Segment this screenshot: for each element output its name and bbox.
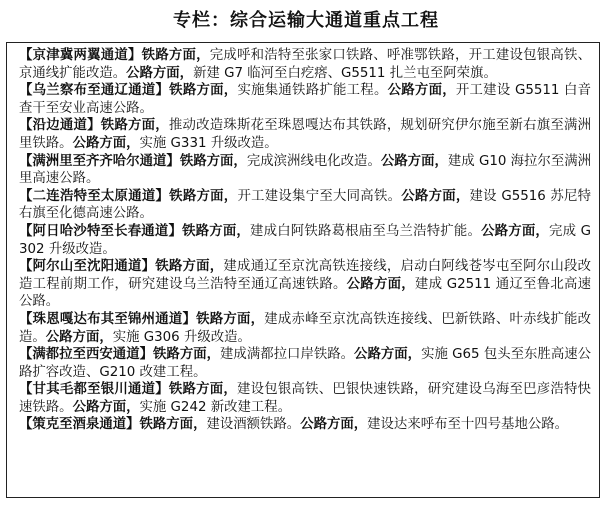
corridor-paragraph	[19, 311, 591, 346]
rail-text: 实施集通铁路扩能工程。	[237, 83, 388, 99]
corridor-paragraph	[19, 346, 591, 381]
corridor-paragraph	[19, 47, 591, 82]
road-label: 公路方面，	[300, 417, 368, 433]
corridor-name: 【京津冀两翼通道】	[19, 48, 142, 63]
rail-label: 铁路方面，	[100, 118, 169, 134]
road-label: 公路方面，	[481, 223, 550, 239]
rail-label: 铁路方面，	[155, 259, 224, 275]
road-text: 实施 G242 新改建工程。	[139, 399, 292, 415]
rail-text: 建成白阿铁路葛根庙至乌兰浩特扩能。	[250, 223, 482, 239]
corridor-paragraph	[19, 153, 591, 188]
road-text: 完成 G302 升级改造。	[19, 223, 592, 257]
corridor-name: 【阿尔山至沈阳通道】	[19, 259, 156, 275]
road-text: 实施 G331 升级改造。	[139, 135, 278, 151]
rail-label: 铁路方面，	[169, 188, 238, 204]
rail-label: 铁路方面，	[179, 153, 247, 169]
road-text: 开工建设 G5511 白音查干至安业高速公路。	[19, 83, 592, 116]
corridor-paragraph	[19, 188, 591, 223]
rail-label: 铁路方面，	[141, 48, 210, 63]
corridor-name: 【满洲里至齐齐哈尔通道】	[19, 153, 180, 169]
road-label: 公路方面，	[72, 399, 140, 415]
rail-text: 建成通辽至京沈高铁连接线，启动白阿线苍岑屯至阿尔山段改造工程前期工作，研究建设乌兰浩特至通辽高速铁路。	[19, 259, 592, 292]
road-label: 公路方面，	[354, 347, 422, 363]
rail-text: 完成滨洲线电化改造。	[246, 153, 381, 169]
corridor-name: 【沿边通道】	[19, 118, 101, 134]
corridor-paragraph	[19, 416, 591, 434]
corridor-name: 【甘其毛都至银川通道】	[19, 382, 169, 398]
road-text: 实施 G65 包头至东胜高速公路扩容改造、G210 改建工程。	[19, 347, 592, 380]
corridor-paragraph	[19, 381, 591, 416]
corridor-name: 【策克至酒泉通道】	[19, 417, 140, 433]
rail-text: 建设酒额铁路。	[206, 417, 301, 433]
rail-label: 铁路方面，	[139, 417, 207, 433]
rail-text: 建成满都拉口岸铁路。	[220, 347, 355, 363]
road-text: 建成 G2511 通辽至鲁北高速公路。	[19, 276, 592, 310]
rail-label: 铁路方面，	[168, 382, 237, 398]
rail-text: 完成呼和浩特至张家口铁路、呼准鄂铁路，开工建设包银高铁、京通线扩能改造。	[19, 48, 592, 81]
corridor-paragraph	[19, 258, 591, 311]
rail-text: 开工建设集宁至大同高铁。	[237, 188, 402, 204]
corridor-name: 【乌兰察布至通辽通道】	[19, 83, 170, 99]
road-label: 公路方面，	[346, 276, 415, 292]
road-text: 新建 G7 临河至白疙瘩、G5511 扎兰屯至阿荣旗。	[193, 65, 497, 81]
road-label: 公路方面，	[387, 83, 456, 99]
page-title: 专栏：综合运输大通道重点工程	[173, 10, 439, 31]
road-label: 公路方面，	[72, 135, 140, 151]
road-label: 公路方面，	[126, 65, 194, 81]
rail-text: 推动改造珠斯花至珠恩嘎达布其铁路，规划研究伊尔施至新右旗至满洲里铁路。	[19, 118, 592, 151]
rail-label: 铁路方面，	[182, 223, 251, 239]
road-text: 建成 G10 海拉尔至满洲里高速公路。	[19, 153, 592, 187]
rail-text: 建设包银高铁、巴银快速铁路，研究建设乌海至巴彦浩特快速铁路。	[19, 382, 592, 415]
corridor-paragraph	[19, 223, 591, 258]
corridor-paragraph	[19, 82, 591, 117]
rail-label: 铁路方面，	[196, 311, 265, 327]
corridor-name: 【珠恩嘎达布其至锦州通道】	[19, 311, 197, 327]
road-text: 建设达来呼布至十四号基地公路。	[367, 417, 569, 433]
road-label: 公路方面，	[380, 153, 448, 169]
corridor-paragraph	[19, 117, 591, 152]
road-label: 公路方面，	[45, 329, 113, 345]
road-text: 实施 G306 升级改造。	[112, 329, 251, 345]
corridor-name: 【阿日哈沙特至长春通道】	[19, 223, 183, 239]
corridor-name: 【满都拉至西安通道】	[19, 347, 154, 363]
road-label: 公路方面，	[401, 188, 470, 204]
rail-text: 建成赤峰至京沈高铁连接线、巴新铁路、叶赤线扩能改造。	[19, 311, 592, 345]
content-box	[6, 42, 600, 498]
road-text: 建设 G5516 苏尼特右旗至化德高速公路。	[19, 188, 592, 222]
rail-label: 铁路方面，	[153, 347, 221, 363]
rail-label: 铁路方面，	[169, 83, 238, 99]
corridor-name: 【二连浩特至太原通道】	[19, 188, 170, 204]
